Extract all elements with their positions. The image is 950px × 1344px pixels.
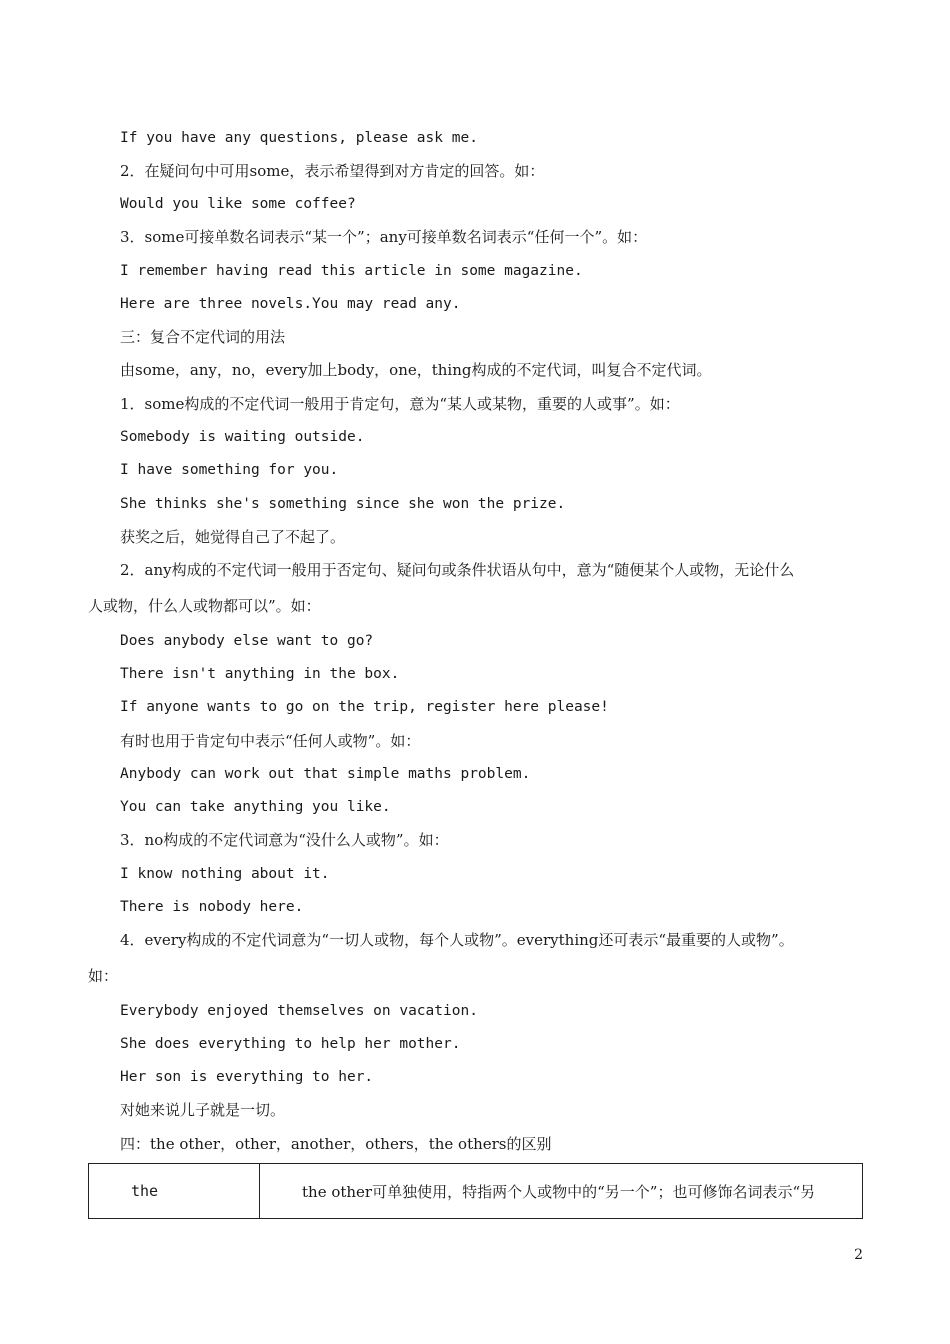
example-sentence: There isn't anything in the box. [120, 666, 400, 682]
table-row [89, 1164, 863, 1219]
example-sentence: If anyone wants to go on the trip, register here please! [120, 699, 609, 715]
example-sentence: If you have any questions, please ask me. [120, 130, 478, 146]
rule-paragraph-continued: 人或物，什么人或物都可以”。如： [88, 597, 321, 615]
example-sentence: Here are three novels.You may read any. [120, 296, 461, 312]
translation-line: 获奖之后，她觉得自己了不起了。 [120, 528, 346, 546]
example-sentence: You can take anything you like. [120, 799, 391, 815]
rule-paragraph: 3．some可接单数名词表示“某一个”；any可接单数名词表示“任何一个”。如： [120, 228, 648, 246]
translation-line: 对她来说儿子就是一切。 [120, 1101, 286, 1119]
rule-paragraph: 2．any构成的不定代词一般用于否定句、疑问句或条件状语从句中，意为“随便某个人或物，无论什么 [120, 561, 795, 579]
example-sentence: I know nothing about it. [120, 866, 330, 882]
section-heading: 四：the other，other，another，others，the others的区别 [120, 1135, 552, 1153]
rule-paragraph: 2．在疑问句中可用some，表示希望得到对方肯定的回答。如： [120, 162, 545, 180]
table-term-cell: the [89, 1164, 260, 1219]
example-sentence: She does everything to help her mother. [120, 1036, 461, 1052]
example-sentence: There is nobody here. [120, 899, 304, 915]
example-sentence: Does anybody else want to go? [120, 633, 374, 649]
rule-paragraph: 有时也用于肯定句中表示“任何人或物”。如： [120, 732, 421, 750]
section-heading: 三：复合不定代词的用法 [120, 328, 286, 346]
example-sentence: Everybody enjoyed themselves on vacation. [120, 1003, 478, 1019]
rule-paragraph: 1．some构成的不定代词一般用于肯定句，意为“某人或某物，重要的人或事”。如： [120, 395, 680, 413]
example-sentence: I remember having read this article in some magazine. [120, 263, 583, 279]
example-sentence: She thinks she's something since she won the prize. [120, 496, 566, 512]
table-description-cell: the other可单独使用，特指两个人或物中的“另一个”；也可修饰名词表示“另 [260, 1164, 863, 1219]
rule-paragraph-continued: 如： [88, 967, 119, 985]
comparison-table [88, 1163, 863, 1219]
rule-paragraph: 3．no构成的不定代词意为“没什么人或物”。如： [120, 831, 449, 849]
page-number: 2 [854, 1247, 863, 1263]
example-sentence: Would you like some coffee? [120, 196, 356, 212]
rule-paragraph: 4．every构成的不定代词意为“一切人或物，每个人或物”。everything还可表示“最重要的人或物”。 [120, 931, 794, 949]
example-sentence: Somebody is waiting outside. [120, 429, 365, 445]
example-sentence: Anybody can work out that simple maths problem. [120, 766, 531, 782]
example-sentence: I have something for you. [120, 462, 339, 478]
example-sentence: Her son is everything to her. [120, 1069, 374, 1085]
rule-paragraph: 由some，any，no，every加上body，one，thing构成的不定代词，叫复合不定代词。 [120, 361, 712, 379]
